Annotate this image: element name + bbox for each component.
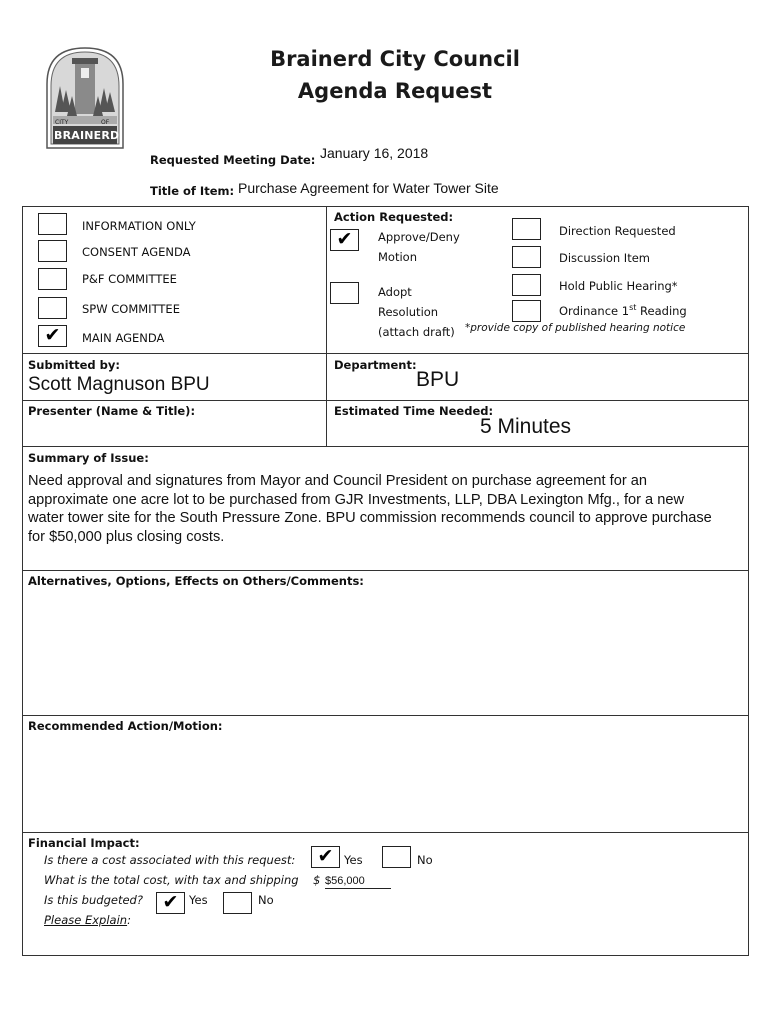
divider-vertical-top bbox=[326, 206, 327, 446]
resolution-label: Resolution bbox=[378, 305, 439, 319]
budgeted-no-label: No bbox=[258, 893, 274, 907]
attach-draft-label: (attach draft) bbox=[378, 325, 455, 339]
pf-committee-checkbox[interactable] bbox=[38, 268, 67, 290]
logo-city-text: CITY bbox=[55, 119, 69, 126]
please-explain-label bbox=[44, 913, 131, 927]
divider-h5 bbox=[22, 715, 749, 716]
main-agenda-label: MAIN AGENDA bbox=[82, 331, 165, 345]
alternatives-field[interactable] bbox=[24, 592, 747, 712]
information-only-label: INFORMATION ONLY bbox=[82, 219, 196, 233]
direction-requested-checkbox[interactable] bbox=[512, 218, 541, 240]
budgeted-no-checkbox[interactable] bbox=[223, 892, 252, 914]
adopt-resolution-checkbox[interactable] bbox=[330, 282, 359, 304]
ordinance-superscript: st bbox=[629, 303, 637, 312]
cost-yes-label: Yes bbox=[344, 853, 363, 867]
summary-line: Need approval and signatures from Mayor and Council President on purchase agreement for an bbox=[28, 473, 647, 489]
submitted-by-value[interactable]: Scott Magnuson BPU bbox=[28, 374, 210, 395]
discussion-item-checkbox[interactable] bbox=[512, 246, 541, 268]
divider-h6 bbox=[22, 832, 749, 833]
agenda-request-title: Agenda Request bbox=[297, 79, 493, 103]
discussion-item-label: Discussion Item bbox=[559, 251, 650, 265]
summary-label: Summary of Issue: bbox=[28, 451, 149, 465]
logo-name-text: BRAINERD bbox=[54, 129, 120, 142]
department-label: Department: bbox=[334, 358, 417, 372]
cost-no-checkbox[interactable] bbox=[382, 846, 411, 868]
divider-h2 bbox=[22, 400, 749, 401]
submitted-by-label: Submitted by: bbox=[28, 358, 120, 372]
council-title: Brainerd City Council bbox=[270, 47, 520, 71]
estimated-time-label: Estimated Time Needed: bbox=[334, 404, 494, 418]
adopt-label: Adopt bbox=[378, 285, 412, 299]
recommended-field[interactable] bbox=[24, 737, 747, 829]
title-of-item-label: Title of Item: bbox=[150, 184, 235, 198]
action-requested-label: Action Requested: bbox=[334, 210, 454, 224]
budgeted-question: Is this budgeted? bbox=[44, 893, 143, 907]
please-explain-colon: : bbox=[127, 913, 131, 927]
hold-public-hearing-checkbox[interactable] bbox=[512, 274, 541, 296]
logo-of-text: OF bbox=[101, 119, 110, 126]
ordinance-reading-text: Reading bbox=[636, 303, 687, 318]
divider-h4 bbox=[22, 570, 749, 571]
spw-committee-checkbox[interactable] bbox=[38, 297, 67, 319]
summary-line: approximate one acre lot to be purchased from GJR Investments, LLP, DBA Lexington Mfg., for a new bbox=[28, 491, 684, 508]
title-of-item-value[interactable]: Purchase Agreement for Water Tower Site bbox=[238, 180, 499, 196]
main-agenda-checkbox[interactable]: ✔ bbox=[38, 325, 67, 347]
spw-committee-label: SPW COMMITTEE bbox=[82, 302, 180, 316]
total-cost-value[interactable]: $56,000 bbox=[325, 875, 391, 889]
budgeted-yes-label: Yes bbox=[189, 893, 208, 907]
approve-deny-checkbox[interactable]: ✔ bbox=[330, 229, 359, 251]
city-logo bbox=[45, 46, 125, 150]
recommended-label: Recommended Action/Motion: bbox=[28, 719, 223, 733]
consent-agenda-label: CONSENT AGENDA bbox=[82, 245, 191, 259]
ordinance-label-text: Ordinance 1 bbox=[559, 303, 630, 318]
meeting-date-label: Requested Meeting Date: bbox=[150, 153, 316, 167]
summary-text[interactable] bbox=[28, 472, 744, 546]
pf-committee-label: P&F COMMITTEE bbox=[82, 272, 177, 286]
financial-impact-label: Financial Impact: bbox=[28, 836, 140, 850]
divider-h1 bbox=[22, 353, 749, 354]
estimated-time-value[interactable]: 5 Minutes bbox=[480, 415, 572, 438]
hold-public-hearing-label: Hold Public Hearing* bbox=[559, 279, 678, 293]
alternatives-label: Alternatives, Options, Effects on Others/Comments: bbox=[28, 574, 364, 588]
information-only-checkbox[interactable] bbox=[38, 213, 67, 235]
consent-agenda-checkbox[interactable] bbox=[38, 240, 67, 262]
approve-deny-label: Approve/Deny bbox=[378, 230, 460, 244]
budgeted-yes-checkbox[interactable]: ✔ bbox=[156, 892, 185, 914]
divider-h3 bbox=[22, 446, 749, 447]
motion-label: Motion bbox=[378, 250, 417, 264]
ordinance-reading-label bbox=[559, 303, 687, 318]
dollar-sign: $ bbox=[313, 873, 321, 887]
presenter-label: Presenter (Name & Title): bbox=[28, 404, 196, 418]
meeting-date-value[interactable]: January 16, 2018 bbox=[320, 145, 429, 161]
hearing-notice-note: *provide copy of published hearing notice bbox=[465, 322, 686, 334]
ordinance-reading-checkbox[interactable] bbox=[512, 300, 541, 322]
summary-line: for $50,000 plus closing costs. bbox=[28, 528, 225, 545]
cost-no-label: No bbox=[417, 853, 433, 867]
cost-yes-checkbox[interactable]: ✔ bbox=[311, 846, 340, 868]
summary-line: water tower site for the South Pressure Zone. BPU commission recommends council to approve purchase bbox=[28, 510, 712, 526]
cost-question: Is there a cost associated with this request: bbox=[44, 853, 296, 867]
total-cost-question: What is the total cost, with tax and shipping bbox=[44, 873, 299, 887]
direction-requested-label: Direction Requested bbox=[559, 224, 676, 238]
department-value[interactable]: BPU bbox=[416, 368, 460, 391]
please-explain-text: Please Explain bbox=[44, 913, 128, 927]
